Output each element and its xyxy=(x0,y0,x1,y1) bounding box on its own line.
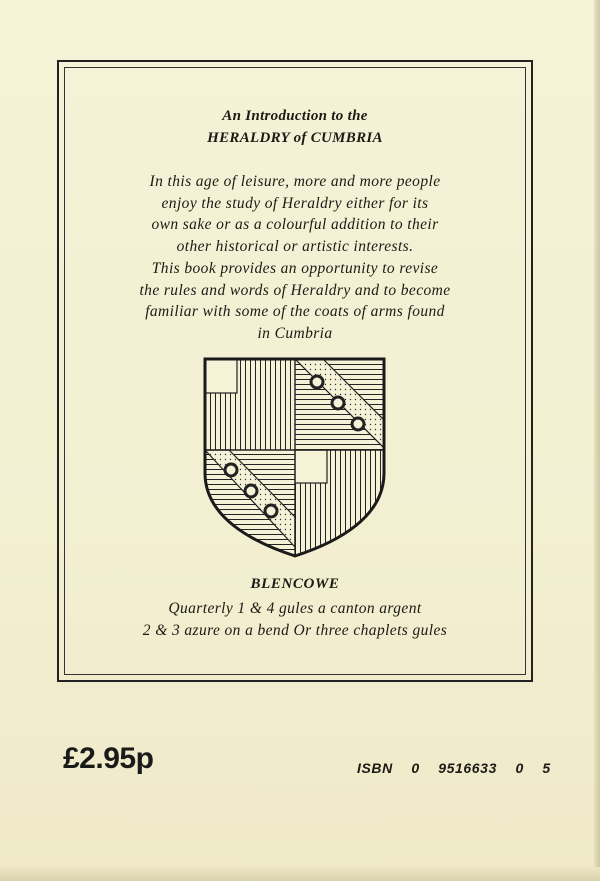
blurb-line: familiar with some of the coats of arms found xyxy=(145,303,445,321)
blurb-line: in Cumbria xyxy=(257,324,333,342)
blurb-line: enjoy the study of Heraldry either for its xyxy=(161,194,429,212)
isbn-part: 5 xyxy=(542,760,551,776)
page-edge xyxy=(0,867,600,881)
title-line-1: An Introduction to the xyxy=(222,108,368,124)
blurb-line: In this age of leisure, more and more people xyxy=(149,173,441,190)
title-line-2: HERALDRY of CUMBRIA xyxy=(207,130,383,146)
arms-name: BLENCOWE xyxy=(250,576,340,592)
blazon-line: Quarterly 1 & 4 gules a canton argent xyxy=(168,600,422,617)
isbn-part: 0 xyxy=(515,760,524,776)
blazon-text xyxy=(64,598,526,642)
blurb-line: own sake or as a colourful addition to their xyxy=(151,216,439,234)
isbn-part: 9516633 xyxy=(438,760,497,776)
blurb-line: the rules and words of Heraldry and to become xyxy=(139,281,451,299)
page-edge xyxy=(594,0,600,881)
blurb-line: This book provides an opportunity to revise xyxy=(151,259,439,277)
isbn-prefix: ISBN xyxy=(357,760,393,776)
blazon-line: 2 & 3 azure on a bend Or three chaplets gules xyxy=(142,622,448,639)
blurb-line: other historical or artistic interests. xyxy=(176,238,414,256)
price-label: £2.95p xyxy=(63,742,154,775)
isbn-part: 0 xyxy=(411,760,420,776)
isbn-label xyxy=(357,760,565,776)
blurb-paragraph xyxy=(64,171,526,345)
heraldic-shield-icon xyxy=(203,357,387,559)
